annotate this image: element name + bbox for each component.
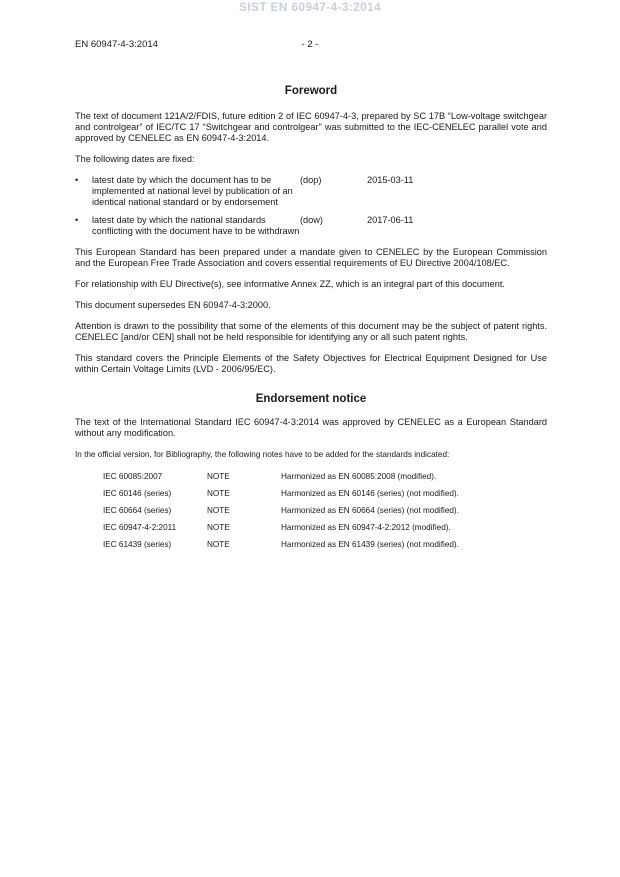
date-description: latest date by which the national standards conflicting with the document have to be withdrawn <box>92 215 300 236</box>
note-label: NOTE <box>207 540 230 549</box>
bibliography-notes-table <box>103 468 547 553</box>
table-row <box>103 502 547 519</box>
supersedes-paragraph: This document supersedes EN 60947-4-3:2000. <box>75 300 271 310</box>
harmonized-note: Harmonized as EN 60664 (series) (not modified). <box>281 506 459 515</box>
bibliography-note-intro: In the official version, for Bibliography, the following notes have to be added for the standards indicated: <box>75 450 450 459</box>
harmonized-note: Harmonized as EN 61439 (series) (not modified). <box>281 540 459 549</box>
table-row <box>103 536 547 553</box>
table-row <box>103 485 547 502</box>
header-doc-ref: EN 60947-4-3:2014 <box>75 39 158 50</box>
standard-ref: IEC 60947-4-2:2011 <box>103 523 177 532</box>
endorsement-paragraph: The text of the International Standard IEC 60947-4-3:2014 was approved by CENELEC as a European Standard without any modification. <box>75 417 547 438</box>
bullet-marker: • <box>75 215 79 225</box>
standard-ref: IEC 61439 (series) <box>103 540 172 549</box>
endorsement-heading: Endorsement notice <box>255 393 367 405</box>
note-label: NOTE <box>207 489 230 498</box>
bullet-marker: • <box>75 175 79 185</box>
document-body <box>75 86 547 553</box>
date-value: 2017-06-11 <box>367 215 414 225</box>
harmonized-note: Harmonized as EN 60085:2008 (modified). <box>281 472 437 481</box>
date-abbreviation: (dop) <box>300 175 322 185</box>
foreword-intro-paragraph: The text of document 121A/2/FDIS, future edition 2 of IEC 60947-4-3, prepared by SC 17B “Low-voltage switchgear and controlgear” of IEC/TC 17 “Switchgear and controlgear" was submitted to the IEC-CENELEC parallel vote and approved by CENELEC as EN 60947-4-3:2014. <box>75 111 547 143</box>
standard-ref: IEC 60085:2007 <box>103 472 163 481</box>
list-item <box>75 175 547 208</box>
harmonized-note: Harmonized as EN 60146 (series) (not modified). <box>281 489 459 498</box>
dates-intro-paragraph: The following dates are fixed: <box>75 154 195 164</box>
lvd-paragraph: This standard covers the Principle Elements of the Safety Objectives for Electrical Equipment Designed for Use within Certain Voltage Limits (LVD - 2006/95/EC). <box>75 353 547 374</box>
standard-ref: IEC 60664 (series) <box>103 506 172 515</box>
fixed-dates-list <box>75 175 547 237</box>
note-label: NOTE <box>207 523 230 532</box>
table-row <box>103 519 547 536</box>
header-page-number: - 2 - <box>301 39 319 50</box>
note-label: NOTE <box>207 506 230 515</box>
patent-paragraph: Attention is drawn to the possibility that some of the elements of this document may be the subject of patent rights. CENELEC [and/or CEN] shall not be held responsible for identifying any or all such patent rights. <box>75 321 547 342</box>
date-abbreviation: (dow) <box>300 215 323 225</box>
date-description: latest date by which the document has to be implemented at national level by publication of an identical national standard or by endorsement <box>92 175 293 207</box>
watermark-title: SIST EN 60947-4-3:2014 <box>238 0 381 14</box>
table-row <box>103 468 547 485</box>
foreword-heading: Foreword <box>284 85 338 97</box>
harmonized-note: Harmonized as EN 60947-4-2:2012 (modified). <box>281 523 451 532</box>
mandate-paragraph: This European Standard has been prepared under a mandate given to CENELEC by the European Commission and the European Free Trade Association and covers essential requirements of EU Directive 2004/108/EC. <box>75 247 547 268</box>
note-label: NOTE <box>207 472 230 481</box>
standard-ref: IEC 60146 (series) <box>103 489 172 498</box>
relationship-paragraph: For relationship with EU Directive(s), see informative Annex ZZ, which is an integral part of this document. <box>75 279 505 289</box>
list-item <box>75 215 547 237</box>
date-value: 2015-03-11 <box>367 175 414 185</box>
